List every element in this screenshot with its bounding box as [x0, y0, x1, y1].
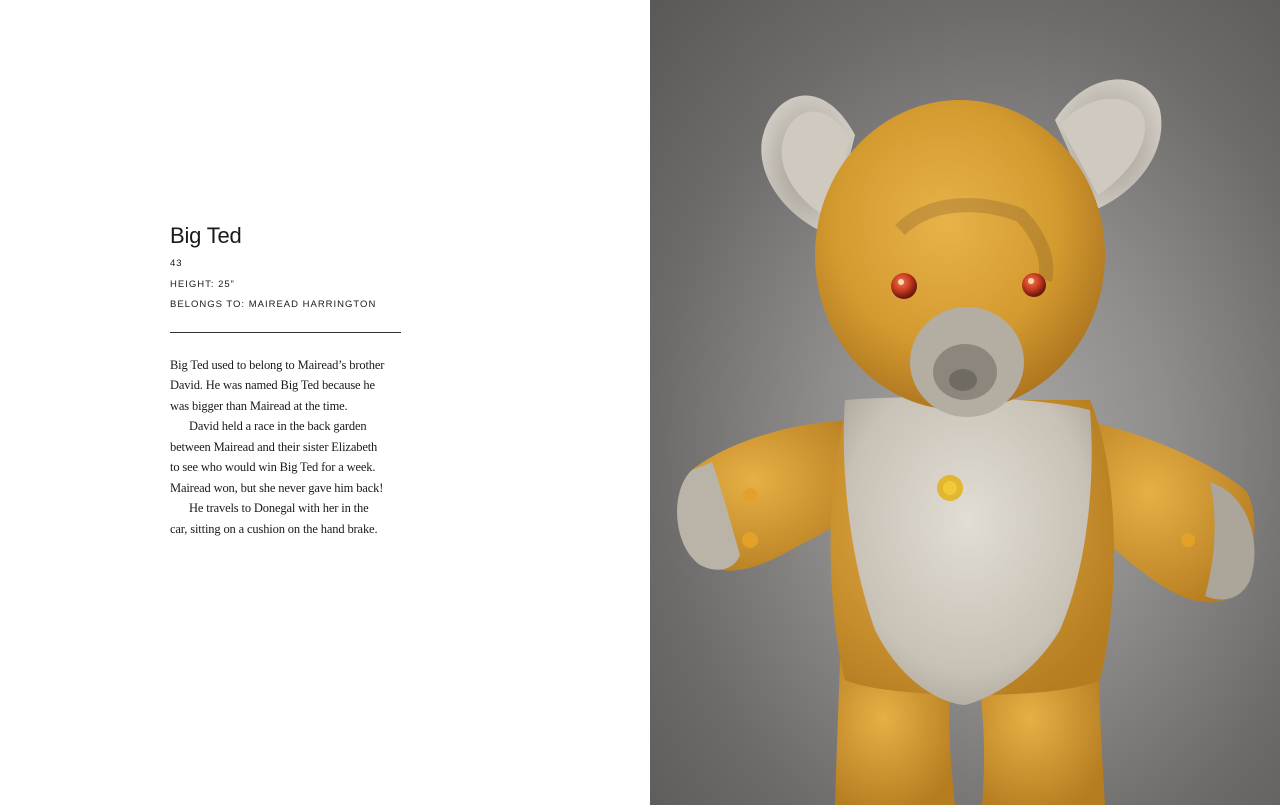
left-eye	[891, 273, 917, 299]
toy-entry	[170, 222, 401, 539]
toy-height: HEIGHT: 25”	[170, 278, 235, 290]
story-line: Mairead won, but she never gave him back!	[170, 480, 384, 495]
divider-rule	[170, 332, 401, 333]
toy-number: 43	[170, 258, 183, 269]
story-line: Big Ted used to belong to Mairead’s brother	[170, 357, 385, 372]
story-text	[170, 355, 401, 540]
right-eye	[1022, 273, 1046, 297]
story-line: was bigger than Mairead at the time.	[170, 398, 348, 413]
story-line: David held a race in the back garden	[189, 419, 367, 433]
toy-title: Big Ted	[170, 223, 242, 248]
story-line: car, sitting on a cushion on the hand brake.	[170, 521, 378, 536]
right-page-photo	[650, 0, 1280, 805]
toy-owner: BELONGS TO: MAIREAD HARRINGTON	[170, 299, 377, 310]
story-line: He travels to Donegal with her in the	[189, 501, 369, 515]
story-line: between Mairead and their sister Elizabeth	[170, 439, 378, 454]
story-line: to see who would win Big Ted for a week.	[170, 460, 376, 474]
teddy-bear-photo	[650, 0, 1280, 805]
story-line: David. He was named Big Ted because he	[170, 378, 375, 392]
